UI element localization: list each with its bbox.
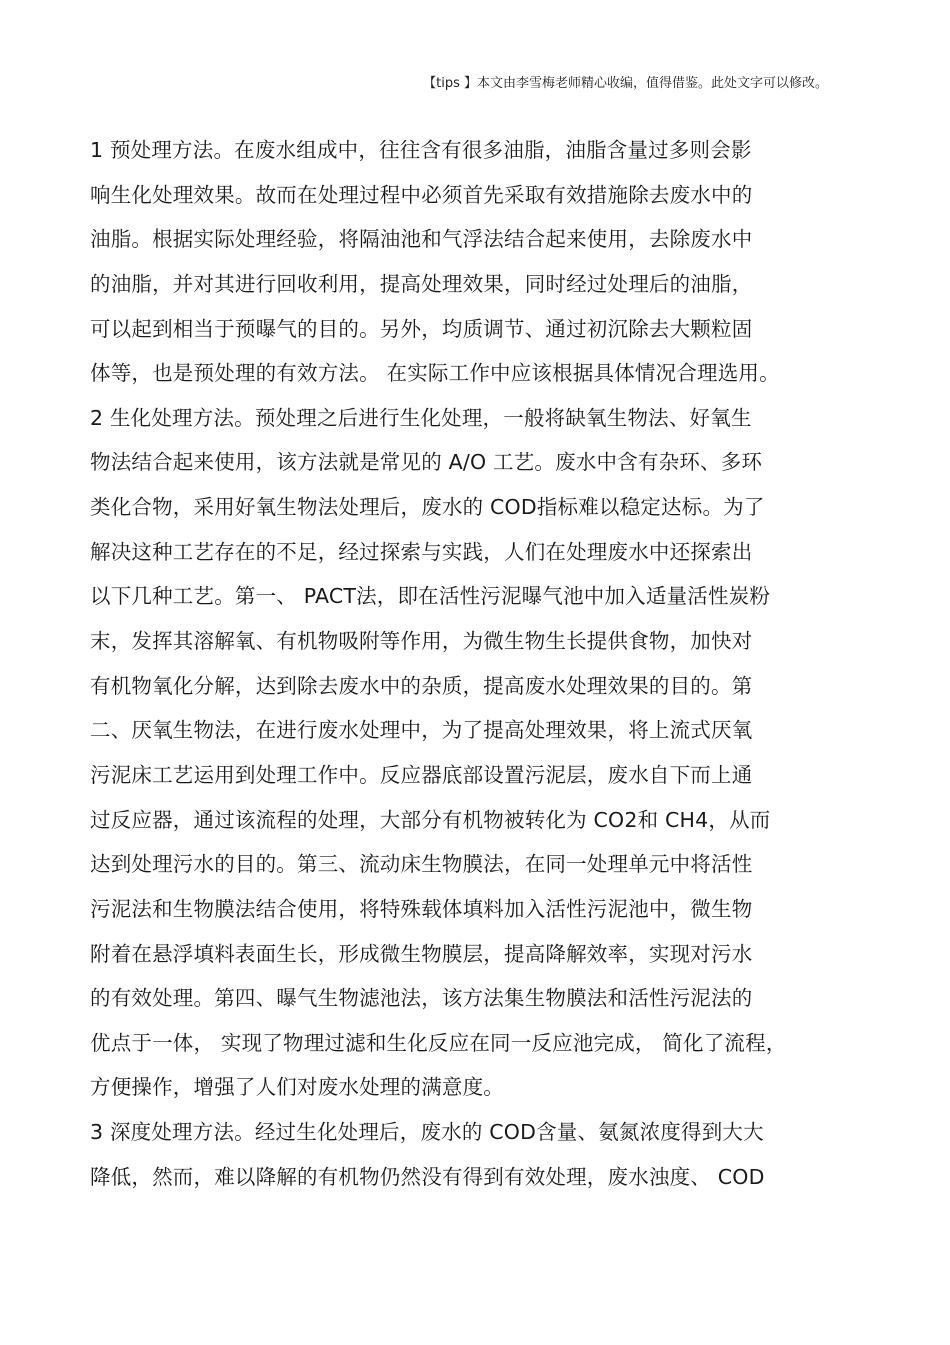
- text-line: 响生化处理效果。故而在处理过程中必须首先采取有效措施除去废水中的: [90, 182, 753, 207]
- text-line: 物法结合起来使用，该方法就是常见的 A/O 工艺。废水中含有杂环、多环: [90, 450, 763, 475]
- text-line: 1 预处理方法。在废水组成中，往往含有很多油脂，油脂含量过多则会影: [90, 138, 752, 162]
- text-line: 达到处理污水的目的。第三、流动床生物膜法，在同一处理单元中将活性: [90, 852, 753, 877]
- text-line: 降低，然而，难以降解的有机物仍然没有得到有效处理，废水浊度、 COD: [90, 1164, 765, 1189]
- text-line: 末，发挥其溶解氧、有机物吸附等作用，为微生物生长提供食物，加快对: [90, 629, 753, 654]
- text-line: 体等，也是预处理的有效方法。 在实际工作中应该根据具体情况合理选用。: [90, 361, 780, 386]
- text-line: 以下几种工艺。第一、 PACT法，即在活性污泥曝气池中加入适量活性炭粉: [90, 584, 771, 609]
- text-line: 有机物氧化分解，达到除去废水中的杂质，提高废水处理效果的目的。第: [90, 673, 753, 698]
- text-line: 污泥床工艺运用到处理工作中。反应器底部设置污泥层，废水自下而上通: [90, 762, 753, 787]
- text-line: 方便操作，增强了人们对废水处理的满意度。: [90, 1075, 504, 1100]
- text-line: 过反应器，通过该流程的处理，大部分有机物被转化为 CO2和 CH4，从而: [90, 807, 771, 832]
- text-line: 附着在悬浮填料表面生长，形成微生物膜层，提高降解效率，实现对污水: [90, 941, 753, 966]
- text-line: 的有效处理。第四、曝气生物滤池法，该方法集生物膜法和活性污泥法的: [90, 986, 753, 1011]
- text-line: 解决这种工艺存在的不足，经过探索与实践，人们在处理废水中还探索出: [90, 539, 753, 564]
- header-tips: 【tips 】本文由李雪梅老师精心收编，值得借鉴。此处文字可以修改。: [423, 76, 828, 91]
- text-line: 污泥法和生物膜法结合使用，将特殊载体填料加入活性污泥池中，微生物: [90, 896, 753, 921]
- text-line: 3 深度处理方法。经过生化处理后，废水的 COD含量、氨氮浓度得到大大: [90, 1120, 764, 1145]
- text-line: 优点于一体， 实现了物理过滤和生化反应在同一反应池完成， 简化了流程，: [90, 1030, 787, 1055]
- text-line: 可以起到相当于预曝气的目的。另外，均质调节、通过初沉除去大颗粒固: [90, 316, 753, 341]
- text-line: 类化合物，采用好氧生物法处理后，废水的 COD指标难以稳定达标。为了: [90, 495, 765, 520]
- text-line: 二、厌氧生物法，在进行废水处理中，为了提高处理效果，将上流式厌氧: [90, 718, 753, 743]
- text-line: 的油脂，并对其进行回收利用，提高处理效果，同时经过处理后的油脂，: [90, 271, 753, 296]
- text-line: 2 生化处理方法。预处理之后进行生化处理，一般将缺氧生物法、好氧生: [90, 405, 752, 430]
- text-line: 油脂。根据实际处理经验，将隔油池和气浮法结合起来使用，去除废水中: [90, 227, 753, 252]
- document-body: [90, 128, 870, 1199]
